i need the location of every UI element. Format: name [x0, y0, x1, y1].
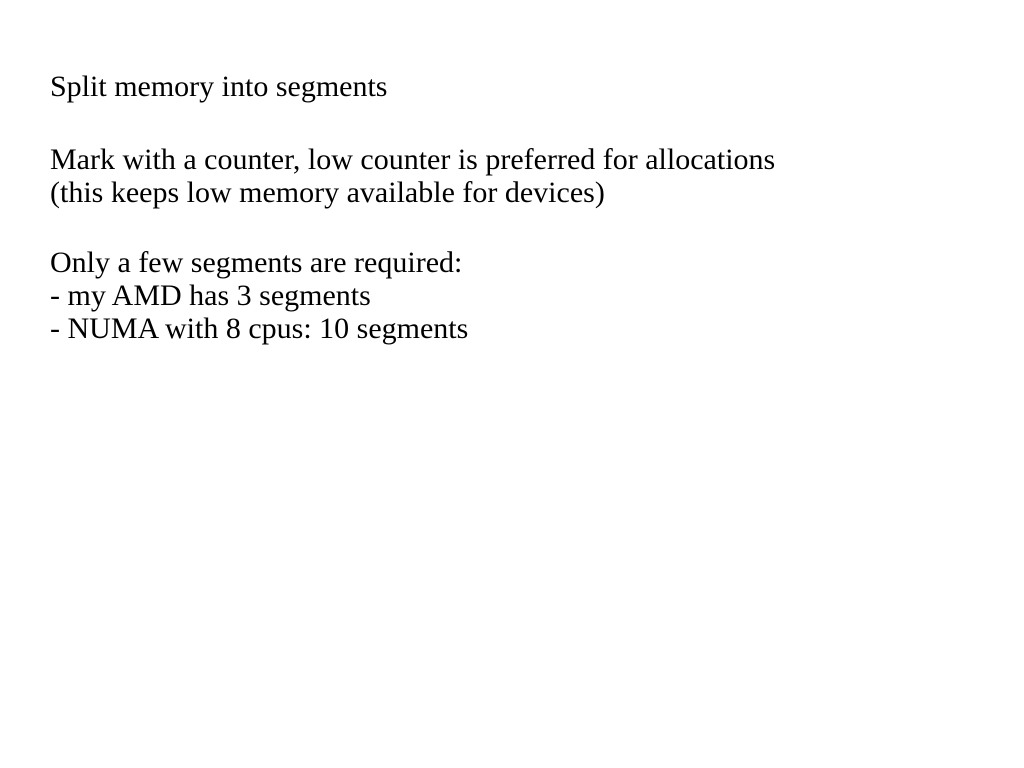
slide-title: Split memory into segments [50, 70, 388, 103]
counter-line-2: (this keeps low memory available for devices) [50, 176, 605, 209]
segments-line-3: - NUMA with 8 cpus: 10 segments [50, 312, 469, 345]
slide-text-area [50, 70, 980, 345]
segments-line-2: - my AMD has 3 segments [50, 279, 371, 312]
segments-line-1: Only a few segments are required: [50, 246, 463, 279]
counter-line-1: Mark with a counter, low counter is preferred for allocations [50, 143, 776, 176]
title-block [50, 70, 980, 103]
segments-paragraph [50, 246, 980, 345]
counter-paragraph [50, 143, 980, 209]
